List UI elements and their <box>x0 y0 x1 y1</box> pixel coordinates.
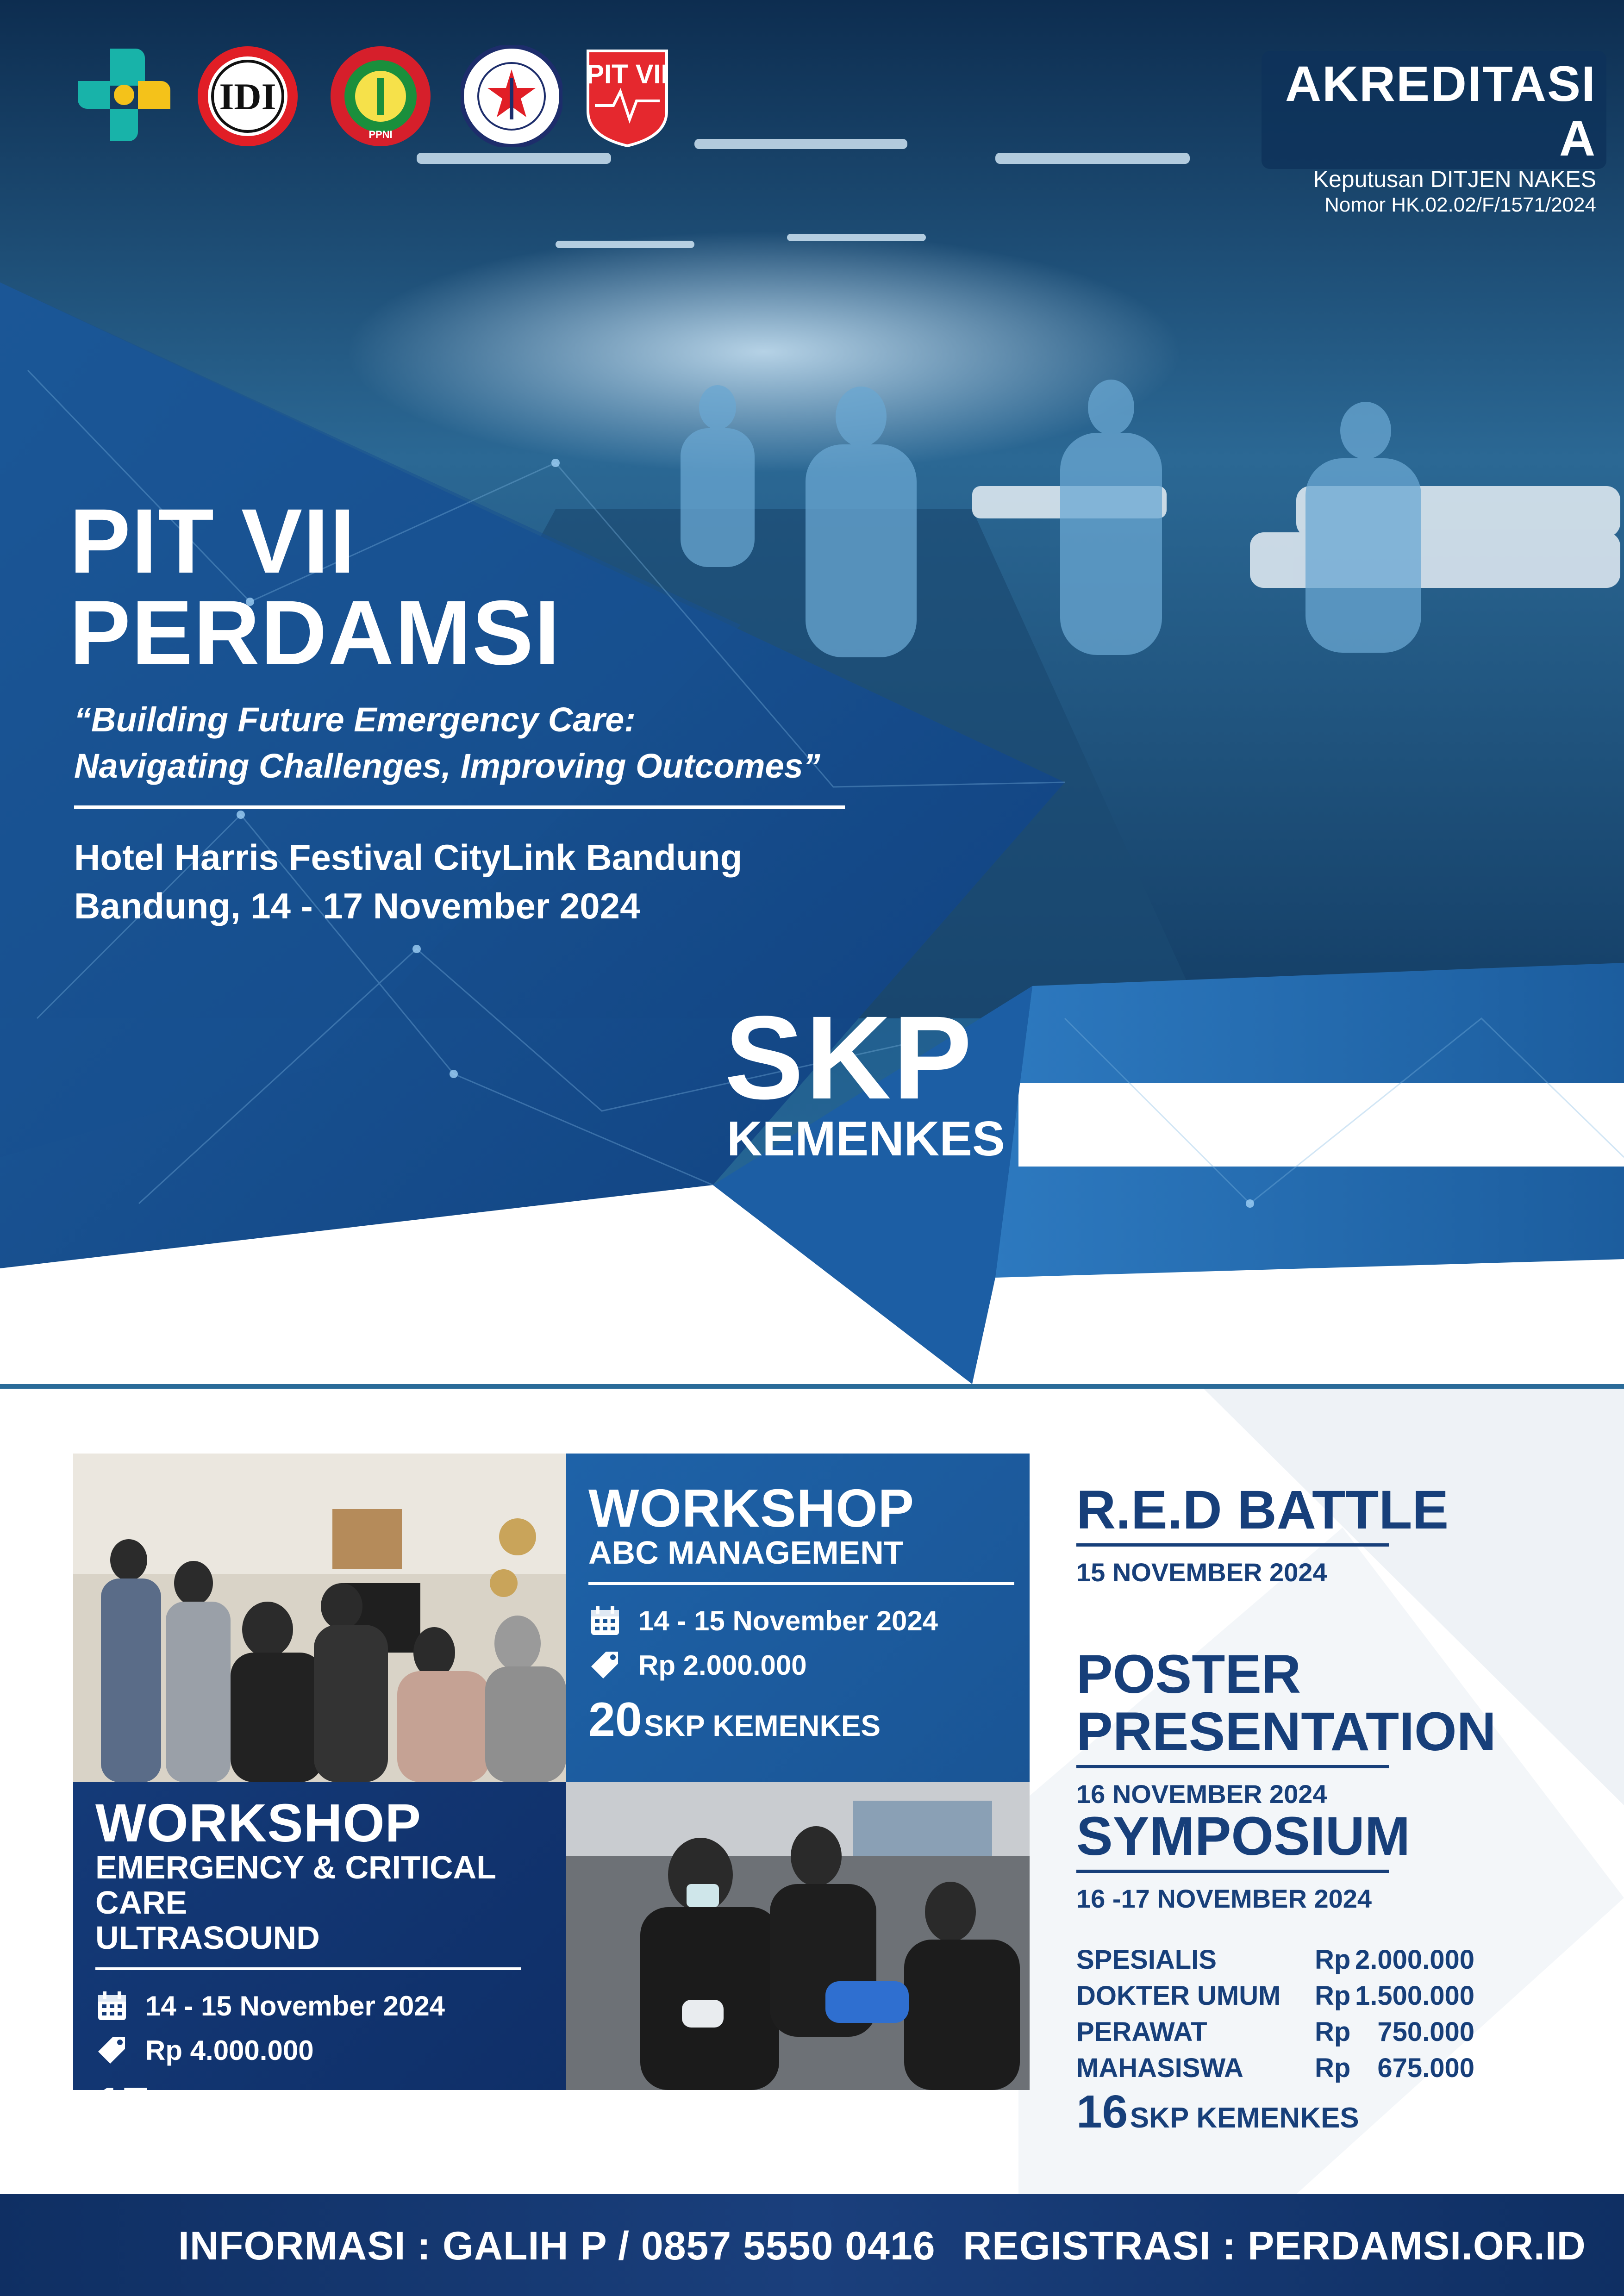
accreditation-badge <box>1262 51 1606 216</box>
workshop-usg-skp-label: SKP KEMENKES <box>151 2094 388 2128</box>
svg-text:PPNI: PPNI <box>369 129 393 140</box>
event-title <box>69 490 561 684</box>
price-row <box>1076 1942 1474 1978</box>
skp-heading: SKP <box>725 992 974 1124</box>
price-category: DOKTER UMUM <box>1076 1981 1281 2011</box>
price-amount: 675.000 <box>1377 2053 1474 2083</box>
event-red-battle <box>1076 1481 1449 1586</box>
event-poster-underline <box>1076 1765 1389 1768</box>
price-tag-icon <box>588 1649 622 1682</box>
workshop-usg-date-row <box>95 1984 548 2028</box>
event-symposium <box>1076 1808 1410 1913</box>
event-poster-name: POSTER PRESENTATION <box>1076 1644 1496 1762</box>
accreditation-decree: Keputusan DITJEN NAKES <box>1313 166 1596 192</box>
event-poster-date: 16 NOVEMBER 2024 <box>1076 1779 1327 1809</box>
price-currency: Rp <box>1315 1945 1351 1975</box>
svg-text:IDI: IDI <box>219 75 276 118</box>
event-poster-presentation <box>1076 1646 1624 1808</box>
perdamsi-logo <box>461 45 562 147</box>
price-category: MAHASISWA <box>1076 2053 1243 2083</box>
workshop-usg-subtitle-line2: ULTRASOUND <box>95 1920 320 1956</box>
symposium-skp <box>1076 2085 1359 2139</box>
skp-subheading: KEMENKES <box>727 1111 1005 1166</box>
price-amount: 750.000 <box>1377 2017 1474 2047</box>
footer-contact-info: INFORMASI : GALIH P / 0857 5550 0416 <box>178 2224 936 2268</box>
event-venue-block <box>74 833 742 930</box>
price-amount: 2.000.000 <box>1355 1945 1474 1975</box>
calendar-icon <box>588 1604 622 1638</box>
event-red-battle-name: R.E.D BATTLE <box>1076 1479 1449 1541</box>
workshop-abc-price: Rp 2.000.000 <box>638 1650 807 1681</box>
pit-vii-emergensi-logo <box>579 45 676 147</box>
price-row <box>1076 1978 1474 2014</box>
title-divider <box>74 805 845 809</box>
footer-registration-link[interactable]: REGISTRASI : PERDAMSI.OR.ID <box>963 2224 1586 2268</box>
event-title-line2: PERDAMSI <box>69 581 561 684</box>
svg-text:PIT VII: PIT VII <box>586 59 668 89</box>
workshop-abc-skp-number: 20 <box>588 1693 642 1747</box>
workshop-abc-price-row <box>588 1643 1011 1688</box>
event-tagline <box>74 697 820 789</box>
symposium-skp-number: 16 <box>1076 2086 1128 2138</box>
symposium-price-list <box>1076 1942 1474 2086</box>
workshop-usg-price: Rp 4.000.000 <box>145 2035 314 2066</box>
workshop-usg-photo <box>566 1782 1030 2090</box>
price-category: PERAWAT <box>1076 2017 1207 2047</box>
idi-logo <box>197 45 299 147</box>
price-amount: 1.500.000 <box>1355 1981 1474 2011</box>
event-red-battle-date: 15 NOVEMBER 2024 <box>1076 1558 1327 1587</box>
price-category: SPESIALIS <box>1076 1945 1217 1975</box>
tagline-line1: “Building Future Emergency Care: <box>74 700 636 739</box>
workshop-abc-date: 14 - 15 November 2024 <box>638 1605 938 1636</box>
event-venue: Hotel Harris Festival CityLink Bandung <box>74 837 743 878</box>
event-symposium-date: 16 -17 NOVEMBER 2024 <box>1076 1884 1372 1913</box>
workshop-usg-divider <box>95 1967 521 1970</box>
calendar-icon <box>95 1990 129 2023</box>
workshop-cards <box>73 1454 1030 2132</box>
symposium-skp-label: SKP KEMENKES <box>1130 2102 1359 2134</box>
accreditation-number: Nomor HK.02.02/F/1571/2024 <box>1324 193 1596 216</box>
price-currency: Rp <box>1315 1981 1351 2011</box>
workshop-abc-skp-label: SKP KEMENKES <box>644 1709 881 1742</box>
workshop-usg-skp <box>95 2078 548 2133</box>
accreditation-title: AKREDITASI A <box>1285 56 1596 166</box>
workshop-abc-photo <box>73 1454 566 1782</box>
workshop-abc-title: WORKSHOP <box>588 1478 914 1538</box>
workshop-usg-skp-number: 17 <box>95 2078 149 2132</box>
workshop-usg-title: WORKSHOP <box>95 1793 421 1853</box>
workshop-abc-subtitle: ABC MANAGEMENT <box>588 1535 904 1571</box>
workshop-usg-subtitle-line1: EMERGENCY & CRITICAL CARE <box>95 1849 496 1921</box>
tagline-line2: Navigating Challenges, Improving Outcomes” <box>74 747 820 785</box>
footer-bar <box>0 2194 1624 2296</box>
event-date: Bandung, 14 - 17 November 2024 <box>74 886 640 926</box>
price-currency: Rp <box>1315 2053 1351 2083</box>
price-row <box>1076 2050 1474 2086</box>
kemenkes-logo <box>73 44 175 146</box>
price-row <box>1076 2014 1474 2050</box>
event-symposium-name: SYMPOSIUM <box>1076 1806 1411 1867</box>
ppni-logo <box>330 45 431 147</box>
workshop-usg-price-row <box>95 2028 548 2073</box>
event-red-battle-underline <box>1076 1543 1389 1547</box>
workshop-abc-panel <box>566 1454 1030 1782</box>
event-symposium-underline <box>1076 1870 1389 1873</box>
workshop-abc-divider <box>588 1582 1014 1585</box>
workshop-usg-panel <box>73 1782 566 2132</box>
price-currency: Rp <box>1315 2017 1351 2047</box>
workshop-usg-date: 14 - 15 November 2024 <box>145 1990 445 2021</box>
workshop-abc-date-row <box>588 1599 1011 1643</box>
event-title-line1: PIT VII <box>69 490 356 592</box>
workshop-abc-skp <box>588 1692 1011 1747</box>
price-tag-icon <box>95 2034 129 2067</box>
